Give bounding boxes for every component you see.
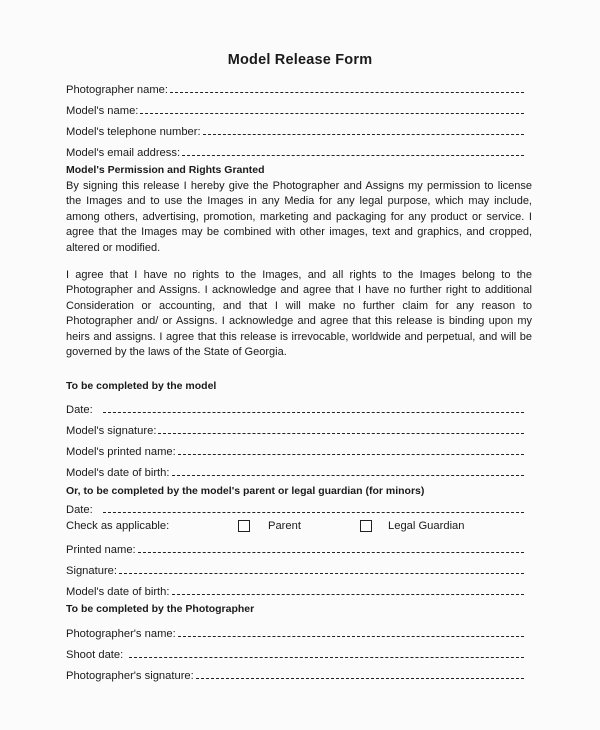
guardian-date-label: Date: [66,504,93,516]
shoot-date-label: Shoot date: [66,649,124,661]
guardian-section-heading: Or, to be completed by the model's parent or legal guardian (for minors) [66,485,425,497]
model-phone-label: Model's telephone number: [66,126,201,138]
permission-paragraph-2: I agree that I have no rights to the Images, and all rights to the Images belong to the Photographer and Assigns. I acknowledge and agree that I have no further right to additional Consideration or accounting, and that I will make no further claim for any reason to Photographer and/ or Assigns. I acknowledge and agree that this release is binding upon my heirs and assigns. I agree that this release is irrevocable, worldwide and perpetual, and will be governed by the laws of the State of Georgia. [66,269,532,359]
signature-label: Signature: [66,565,117,577]
model-phone-field[interactable] [66,120,524,138]
model-dob-line[interactable] [172,474,524,476]
model-signature-line[interactable] [158,432,524,434]
shoot-date-line[interactable] [129,656,524,658]
model-name-line[interactable] [140,112,524,114]
photographers-signature-field[interactable] [66,664,524,682]
model-signature-field[interactable] [66,419,524,437]
parent-option-label: Parent [268,520,301,532]
guardian-signature-field[interactable] [66,559,524,577]
model-section-heading: To be completed by the model [66,380,217,392]
model-date-field[interactable] [66,398,524,416]
model-name-label: Model's name: [66,105,139,117]
model-name-field[interactable] [66,99,524,117]
model-phone-line[interactable] [203,133,524,135]
photographer-name-label: Photographer name: [66,84,168,96]
legal-guardian-checkbox[interactable] [360,520,372,532]
page-title: Model Release Form [227,52,373,68]
model-signature-label: Model's signature: [66,425,157,437]
model-dob-field[interactable] [66,461,524,479]
photographers-name-label: Photographer's name: [66,628,176,640]
date-line[interactable] [103,411,524,413]
model-email-field[interactable] [66,141,524,159]
photographers-name-line[interactable] [178,635,524,637]
guardian-model-dob-field[interactable] [66,580,524,598]
legal-guardian-option-label: Legal Guardian [388,520,465,532]
permission-paragraph-1: By signing this release I hereby give the Photographer and Assigns my permission to license the Images and to use the Images in any Media for any legal purpose, which may include, among others, advertising, promotion, marketing and packaging for any product or service. I agree that the Images may be combined with other images, text and graphics, and cropped, altered or modified. [66,180,532,254]
photographers-signature-label: Photographer's signature: [66,670,194,682]
parent-checkbox[interactable] [238,520,250,532]
signature-line[interactable] [119,572,524,574]
photographers-signature-line[interactable] [196,677,524,679]
guardian-model-dob-line[interactable] [172,593,524,595]
photographer-name-field[interactable] [66,78,524,96]
shoot-date-field[interactable] [66,643,524,661]
check-applicable-label: Check as applicable: [66,520,170,532]
guardian-date-field[interactable] [66,498,524,516]
guardian-model-dob-label: Model's date of birth: [66,586,170,598]
model-printed-name-field[interactable] [66,440,524,458]
photographer-name-line[interactable] [170,91,524,93]
photographer-section-heading: To be completed by the Photographer [66,603,255,615]
model-printed-name-line[interactable] [178,453,524,455]
model-email-line[interactable] [182,154,524,156]
permission-heading: Model's Permission and Rights Granted [66,164,265,176]
model-email-label: Model's email address: [66,147,181,159]
date-label: Date: [66,404,93,416]
model-dob-label: Model's date of birth: [66,467,170,479]
guardian-printed-name-field[interactable] [66,538,524,556]
model-printed-name-label: Model's printed name: [66,446,176,458]
printed-name-label: Printed name: [66,544,136,556]
check-applicable-row [66,518,465,534]
printed-name-line[interactable] [138,551,524,553]
photographers-name-field[interactable] [66,622,524,640]
guardian-date-line[interactable] [103,511,524,513]
